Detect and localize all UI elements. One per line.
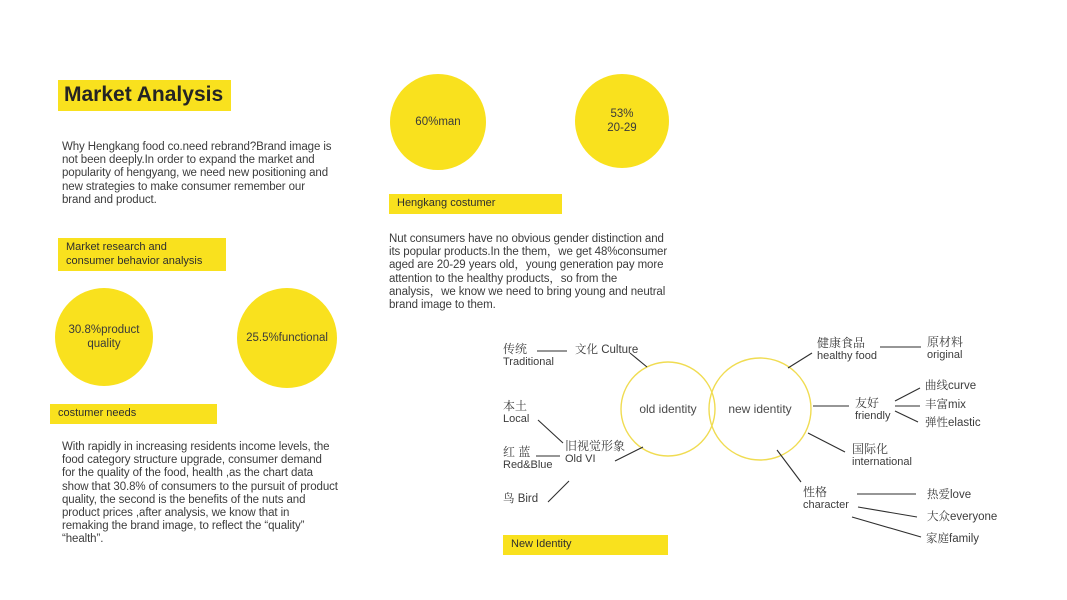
node-international-en: international bbox=[852, 456, 912, 468]
hengkang-customer-label: Hengkang costumer bbox=[389, 194, 562, 214]
node-traditional-zh: 传统 bbox=[503, 342, 528, 356]
stat-circle-functional bbox=[237, 288, 337, 388]
node-elastic: 弹性elastic bbox=[925, 417, 981, 429]
page-title: Market Analysis bbox=[58, 80, 231, 111]
node-local bbox=[503, 400, 529, 426]
node-everyone: 大众everyone bbox=[927, 511, 998, 523]
node-friendly-zh: 友好 bbox=[855, 396, 880, 410]
stat-line: 30.8%product bbox=[68, 324, 140, 336]
node-international bbox=[852, 443, 912, 469]
node-character-zh: 性格 bbox=[803, 485, 828, 499]
node-healthy-food-zh: 健康食品 bbox=[817, 336, 866, 350]
node-healthy-food-en: healthy food bbox=[817, 350, 877, 362]
node-old-vi-en: Old VI bbox=[565, 453, 596, 465]
node-local-en: Local bbox=[503, 413, 530, 425]
node-character-en: character bbox=[803, 499, 849, 511]
node-red-blue-en: Red&Blue bbox=[503, 459, 553, 471]
stat-line: 20-29 bbox=[607, 122, 637, 134]
stat-line: 60%man bbox=[415, 116, 461, 128]
node-family: 家庭family bbox=[926, 533, 980, 545]
node-original bbox=[927, 336, 963, 362]
node-culture: 文化 Culture bbox=[575, 344, 639, 356]
node-traditional bbox=[503, 343, 554, 369]
new-identity-text: new identity bbox=[728, 402, 792, 416]
node-old-vi-zh: 旧视觉形象 bbox=[565, 439, 626, 453]
new-identity-label: New Identity bbox=[503, 535, 668, 555]
needs-paragraph: With rapidly in increasing residents income levels, the food category structure upgrade, consumer demand for the quality of the food, health ,as the chart data show that 30.8% of consumers to the pursuit of product quality, the second is the benefits of the nuts and product prices ,after analysis, we know that in remaking the brand image, to reflect the “quality” “health”. bbox=[62, 441, 338, 546]
stat-circle-age bbox=[575, 74, 669, 168]
node-healthy-food bbox=[817, 337, 877, 363]
node-traditional-en: Traditional bbox=[503, 356, 554, 368]
node-character bbox=[803, 486, 849, 512]
node-friendly-en: friendly bbox=[855, 410, 891, 422]
node-love: 热爱love bbox=[927, 489, 972, 501]
stat-line: quality bbox=[87, 338, 121, 350]
stat-circle-man bbox=[390, 74, 486, 170]
node-bird: 鸟 Bird bbox=[503, 493, 539, 505]
stat-line: 53% bbox=[610, 108, 634, 120]
node-mix: 丰富mix bbox=[925, 399, 966, 411]
research-label: Market research and consumer behavior analysis bbox=[58, 238, 226, 271]
hengkang-paragraph: Nut consumers have no obvious gender distinction and its popular products.In the them，we get 48%consumer aged are 20-29 years old，young generation pay more attention to the healthy products，so from the analysis，we know we need to bring young and neutral brand image to them. bbox=[389, 233, 668, 312]
node-international-zh: 国际化 bbox=[852, 442, 889, 456]
stat-circle-product-quality bbox=[55, 288, 153, 386]
node-local-zh: 本土 bbox=[503, 399, 528, 413]
node-red-blue bbox=[503, 446, 553, 472]
stat-line: 25.5%functional bbox=[246, 332, 328, 344]
customer-needs-label: costumer needs bbox=[50, 404, 217, 424]
node-old-vi bbox=[565, 440, 625, 466]
node-curve: 曲线curve bbox=[925, 380, 977, 392]
node-red-blue-zh: 红 蓝 bbox=[503, 445, 531, 459]
node-friendly bbox=[855, 397, 890, 423]
intro-paragraph: Why Hengkang food co.need rebrand?Brand image is not been deeply.In order to expand the market and popularity of hengyang, we need new positioning and new strategies to make consumer remember our brand and product. bbox=[62, 141, 332, 206]
node-original-zh: 原材料 bbox=[927, 335, 964, 349]
node-original-en: original bbox=[927, 349, 963, 361]
old-identity-text: old identity bbox=[639, 402, 697, 416]
